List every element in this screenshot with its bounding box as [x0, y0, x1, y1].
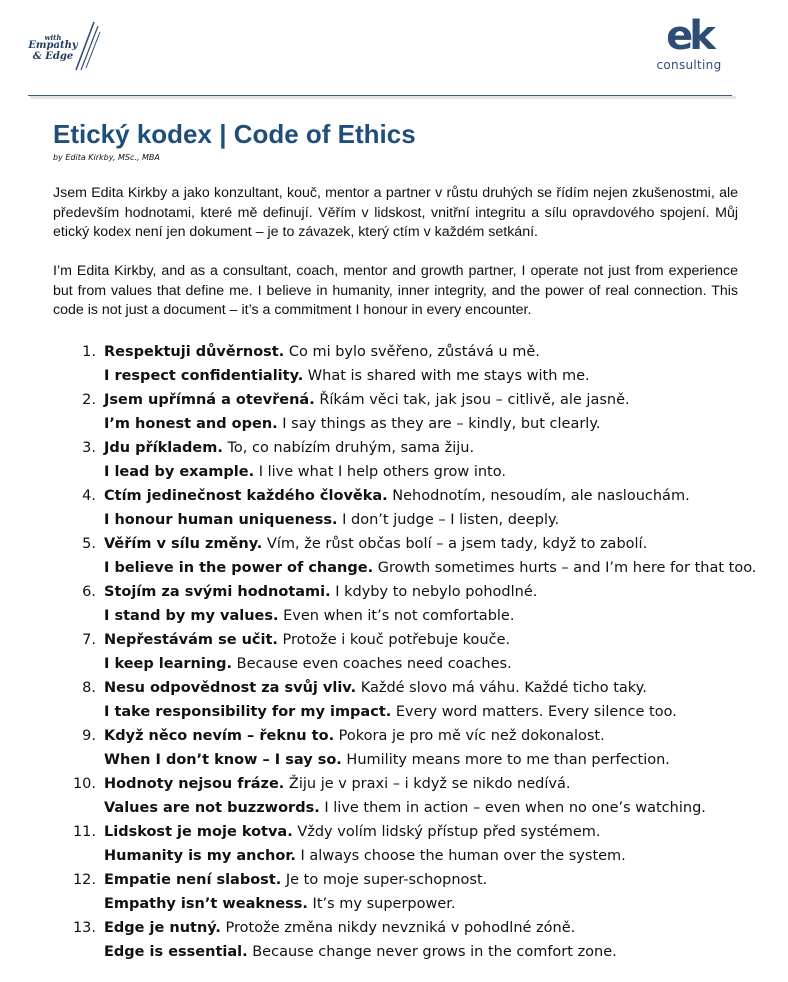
item-czech-line [104, 820, 600, 844]
item-czech-bold: Stojím za svými hodnotami. [104, 584, 331, 600]
logo-left-line2: Empathy [28, 40, 78, 52]
item-english-line [104, 412, 600, 436]
item-english-text: I live what I help others grow into. [254, 464, 506, 480]
ek-consulting-logo [656, 13, 722, 74]
item-english-bold: I stand by my values. [104, 608, 279, 624]
item-english-line [104, 652, 512, 676]
item-czech-text: To, co nabízím druhým, sama žiju. [222, 440, 475, 456]
item-czech-line [104, 436, 474, 460]
item-czech-line [104, 580, 537, 604]
item-english-text: Humility means more to me than perfection. [341, 752, 670, 768]
item-english-text: Growth sometimes hurts – and I’m here for that too. [373, 560, 757, 576]
item-czech-line [104, 868, 487, 892]
item-number: 4. [82, 488, 96, 504]
item-number: 9. [82, 728, 96, 744]
item-czech-line [104, 724, 605, 748]
item-czech-text: Říkám věci tak, jak jsou – citlivě, ale jasně. [314, 392, 630, 408]
item-czech-text: Pokora je pro mě víc než dokonalost. [334, 728, 605, 744]
logo-mark [656, 13, 722, 59]
item-czech-text: I kdyby to nebylo pohodlné. [330, 584, 538, 600]
item-english-line [104, 844, 626, 868]
item-czech-text: Nehodnotím, nesoudím, ale naslouchám. [387, 488, 690, 504]
item-czech-bold: Respektuji důvěrnost. [104, 344, 285, 360]
item-czech-text: Protože i kouč potřebuje kouče. [277, 632, 511, 648]
list-item [0, 340, 788, 388]
item-english-bold: I keep learning. [104, 656, 233, 672]
item-czech-text: Co mi bylo svěřeno, zůstává u mě. [284, 344, 540, 360]
item-czech-bold: Jdu příkladem. [104, 440, 223, 456]
item-english-bold: I respect confidentiality. [104, 368, 304, 384]
item-czech-line [104, 532, 647, 556]
logo-left-line1: with [44, 33, 62, 42]
item-czech-bold: Hodnoty nejsou fráze. [104, 776, 285, 792]
item-czech-bold: Nesu odpovědnost za svůj vliv. [104, 680, 357, 696]
list-item [0, 532, 788, 580]
logo-left-text [28, 34, 78, 62]
item-english-bold: Humanity is my anchor. [104, 848, 296, 864]
item-czech-text: Vždy volím lidský přístup před systémem. [292, 824, 601, 840]
item-czech-bold: Ctím jedinečnost každého člověka. [104, 488, 388, 504]
logo-left-line3: & Edge [32, 50, 74, 62]
logo-mark-k: k [689, 13, 712, 59]
item-czech-bold: Empatie není slabost. [104, 872, 282, 888]
list-item [0, 916, 788, 964]
item-english-bold: Empathy isn’t weakness. [104, 896, 308, 912]
item-czech-line [104, 340, 540, 364]
intro-english: I’m Edita Kirkby, and as a consultant, coach, mentor and growth partner, I operate not just from experience but from values that define me. I believe in humanity, inner integrity, and the power of real connection. This code is not just a document – it’s a commitment I honour in every encounter. [53, 263, 738, 318]
item-czech-text: Vím, že růst občas bolí – a jsem tady, když to zabolí. [262, 536, 648, 552]
item-english-bold: Edge is essential. [104, 944, 248, 960]
header-rule-shadow [30, 96, 736, 99]
item-czech-text: Je to moje super-schopnost. [281, 872, 488, 888]
item-number: 7. [82, 632, 96, 648]
item-english-text: I say things as they are – kindly, but clearly. [277, 416, 601, 432]
list-item [0, 868, 788, 916]
item-english-line [104, 892, 456, 916]
header-rule [28, 95, 732, 96]
item-english-text: Every word matters. Every silence too. [391, 704, 677, 720]
item-number: 3. [82, 440, 96, 456]
item-english-text: I always choose the human over the system. [295, 848, 626, 864]
item-czech-bold: Jsem upřímná a otevřená. [104, 392, 315, 408]
item-czech-text: Každé slovo má váhu. Každé ticho taky. [356, 680, 647, 696]
item-english-text: Because even coaches need coaches. [232, 656, 512, 672]
intro-czech: Jsem Edita Kirkby a jako konzultant, kouč, mentor a partner v růstu druhých se řídím nejen zkušenostmi, ale především hodnotami, které mě definují. Věřím v lidskost, vnitřní integritu a sílu opravdového spojení. Můj etický kodex není jen dokument – je to závazek, který ctím v každém setkání. [53, 185, 738, 240]
empathy-edge-logo [28, 20, 100, 72]
item-czech-text: Žiju je v praxi – i když se nikdo nedívá. [284, 776, 571, 792]
item-english-bold: I honour human uniqueness. [104, 512, 338, 528]
item-english-line [104, 508, 559, 532]
item-english-line [104, 556, 756, 580]
item-czech-bold: Nepřestávám se učit. [104, 632, 278, 648]
item-czech-text: Protože změna nikdy nevzniká v pohodlné zóně. [220, 920, 576, 936]
item-english-line [104, 940, 617, 964]
item-czech-bold: Když něco nevím – řeknu to. [104, 728, 335, 744]
item-czech-line [104, 772, 570, 796]
item-czech-bold: Lidskost je moje kotva. [104, 824, 293, 840]
item-czech-bold: Věřím v sílu změny. [104, 536, 263, 552]
logo-subtitle: consulting [656, 58, 722, 72]
list-item [0, 820, 788, 868]
item-english-text: Because change never grows in the comfort zone. [247, 944, 617, 960]
item-english-text: What is shared with me stays with me. [303, 368, 590, 384]
logo-mark-e: e [666, 13, 690, 59]
item-english-text: I live them in action – even when no one’s watching. [319, 800, 706, 816]
ethics-list [0, 340, 788, 964]
item-english-bold: I’m honest and open. [104, 416, 278, 432]
author-byline: by Edita Kirkby, MSc., MBA [53, 153, 160, 162]
item-czech-line [104, 676, 647, 700]
item-number: 12. [72, 872, 96, 888]
item-english-line [104, 748, 670, 772]
list-item [0, 436, 788, 484]
item-english-bold: Values are not buzzwords. [104, 800, 320, 816]
list-item [0, 628, 788, 676]
list-item [0, 724, 788, 772]
item-english-line [104, 796, 706, 820]
item-number: 13. [72, 920, 96, 936]
item-english-line [104, 364, 590, 388]
item-english-bold: I lead by example. [104, 464, 255, 480]
item-number: 11. [72, 824, 96, 840]
item-english-line [104, 700, 677, 724]
item-english-bold: I take responsibility for my impact. [104, 704, 392, 720]
item-czech-line [104, 916, 575, 940]
item-number: 8. [82, 680, 96, 696]
item-english-text: It’s my superpower. [307, 896, 456, 912]
item-number: 2. [82, 392, 96, 408]
item-czech-bold: Edge je nutný. [104, 920, 221, 936]
item-czech-line [104, 388, 630, 412]
list-item [0, 484, 788, 532]
item-czech-line [104, 628, 510, 652]
list-item [0, 772, 788, 820]
item-czech-line [104, 484, 690, 508]
page-title: Etický kodex | Code of Ethics [53, 119, 416, 149]
item-number: 1. [82, 344, 96, 360]
item-english-text: I don’t judge – I listen, deeply. [337, 512, 560, 528]
item-english-bold: When I don’t know – I say so. [104, 752, 342, 768]
list-item [0, 388, 788, 436]
item-number: 6. [82, 584, 96, 600]
logo-strokes-icon [72, 20, 102, 72]
list-item [0, 676, 788, 724]
list-item [0, 580, 788, 628]
item-english-text: Even when it’s not comfortable. [278, 608, 515, 624]
item-english-line [104, 460, 506, 484]
item-english-bold: I believe in the power of change. [104, 560, 374, 576]
item-number: 10. [72, 776, 96, 792]
item-number: 5. [82, 536, 96, 552]
item-english-line [104, 604, 514, 628]
